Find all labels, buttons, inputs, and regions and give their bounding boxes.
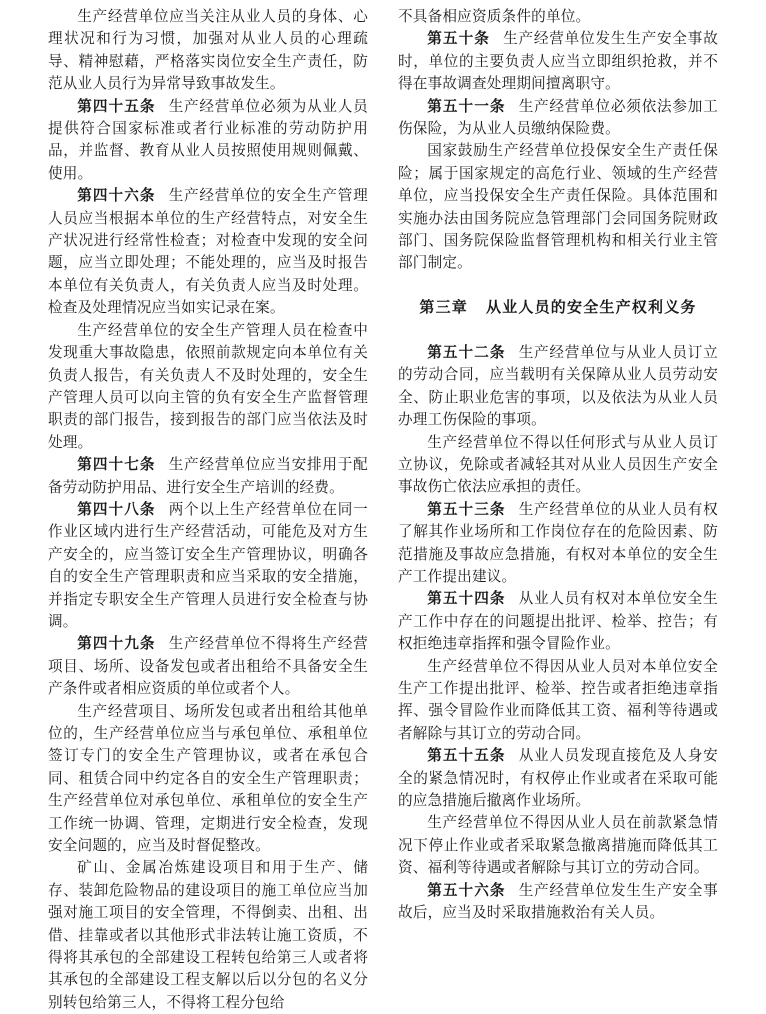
- article-number: 第四十五条: [77, 97, 156, 115]
- chapter-heading: [398, 296, 718, 318]
- article-text: 从业人员发现直接危及人身安全的紧急情况时，有权停止作业或者在采取可能的应急措施后撤离作业场所。: [398, 747, 718, 809]
- article-54: [398, 588, 718, 655]
- article-number: 第五十三条: [427, 500, 506, 518]
- paragraph: 国家鼓励生产经营单位投保安全生产责任保险；属于国家规定的高危行业、领域的生产经营单位，应当投保安全生产责任保险。具体范围和实施办法由国务院应急管理部门会同国务院财政部门、国务院保险监督管理机构和相关行业主管部门制定。: [398, 142, 718, 272]
- article-number: 第四十六条: [77, 187, 156, 205]
- chapter-title: 从业人员的安全生产权利义务: [486, 297, 697, 316]
- chapter-number: 第三章: [419, 297, 468, 316]
- paragraph: 生产经营单位不得以任何形式与从业人员订立协议，免除或者减轻其对从业人员因生产安全事故伤亡依法应承担的责任。: [398, 433, 718, 496]
- paragraph-continuation: 不具备相应资质条件的单位。: [398, 8, 591, 25]
- paragraph: 生产经营单位不得因从业人员对本单位安全生产工作提出批评、检举、控告或者拒绝违章指挥、强令冒险作业而降低其工资、福利等待遇或者解除与其订立的劳动合同。: [398, 657, 718, 742]
- article-text: 从业人员有权对本单位安全生产工作中存在的问题提出批评、检举、控告；有权拒绝违章指挥和强令冒险作业。: [398, 590, 718, 653]
- article-text: 生产经营单位发生生产安全事故后，应当及时采取措施救治有关人员。: [398, 881, 718, 922]
- paragraph: 生产经营单位不得因从业人员在前款紧急情况下停止作业或者采取紧急撤离措施而降低其工资、福利等待遇或者解除与其订立的劳动合同。: [398, 814, 718, 877]
- article-49: [48, 633, 368, 700]
- article-51: [398, 96, 718, 141]
- article-48: [48, 499, 368, 633]
- left-column: [48, 6, 368, 1014]
- article-text: 生产经营单位必须依法参加工伤保险，为从业人员缴纳保险费。: [398, 97, 718, 138]
- paragraph: 矿山、金属冶炼建设项目和用于生产、储存、装卸危险物品的建设项目的施工单位应当加强对施工项目的安全管理，不得倒卖、出租、出借、挂靠或者以其他形式非法转让施工资质，不得将其承包的全部建设工程转包给第三人或者将其承包的全部建设工程支解以后以分包的名义分别转包给第三人，不得将工程分包给: [48, 859, 368, 1011]
- article-55: [398, 745, 718, 812]
- paragraph: 生产经营项目、场所发包或者出租给其他单位的，生产经营单位应当与承包单位、承租单位签订专门的安全生产管理协议，或者在承包合同、租赁合同中约定各自的安全生产管理职责；生产经营单位对承包单位、承租单位的安全生产工作统一协调、管理，定期进行安全检查，发现安全问题的，应当及时督促整改。: [48, 702, 368, 855]
- article-text: 生产经营单位的从业人员有权了解其作业场所和工作岗位存在的危险因素、防范措施及事故应急措施，有权对本单位的安全生产工作提出建议。: [398, 500, 718, 585]
- article-number: 第五十六条: [427, 881, 506, 899]
- article-text: 生产经营单位发生生产安全事故时，单位的主要负责人应当立即组织抢救，并不得在事故调查处理期间擅离职守。: [398, 30, 718, 93]
- article-number: 第四十八条: [77, 500, 156, 518]
- article-text: 生产经营单位与从业人员订立的劳动合同，应当载明有关保障从业人员劳动安全、防止职业危害的事项，以及依法为从业人员办理工伤保险的事项。: [398, 343, 718, 429]
- right-column: [398, 6, 718, 924]
- article-number: 第五十五条: [427, 747, 506, 765]
- article-number: 第五十四条: [427, 590, 506, 608]
- article-number: 第五十二条: [427, 343, 506, 361]
- article-52: [398, 342, 718, 432]
- paragraph: 生产经营单位应当关注从业人员的身体、心理状况和行为习惯，加强对从业人员的心理疏导、精神慰藉，严格落实岗位安全生产责任，防范从业人员行为异常导致事故发生。: [48, 8, 368, 93]
- article-46: [48, 185, 368, 319]
- article-text: 生产经营单位的安全生产管理人员应当根据本单位的生产经营特点，对安全生产状况进行经常性检查；对检查中发现的安全问题，应当立即处理；不能处理的，应当及时报告本单位有关负责人，有关负责人应当及时处理。检查及处理情况应当如实记录在案。: [48, 187, 368, 317]
- article-text: 两个以上生产经营单位在同一作业区域内进行生产经营活动，可能危及对方生产安全的，应当签订安全生产管理协议，明确各自的安全生产管理职责和应当采取的安全措施，并指定专职安全生产管理人员进行安全检查与协调。: [48, 500, 368, 630]
- article-number: 第五十一条: [427, 97, 506, 115]
- article-number: 第五十条: [427, 30, 490, 48]
- article-50: [398, 28, 718, 95]
- paragraph: 生产经营单位的安全生产管理人员在检查中发现重大事故隐患，依照前款规定向本单位有关负责人报告，有关负责人不及时处理的，安全生产管理人员可以向主管的负有安全生产监督管理职责的部门报告，接到报告的部门应当依法及时处理。: [48, 321, 368, 451]
- article-text: 生产经营单位必须为从业人员提供符合国家标准或者行业标准的劳动防护用品，并监督、教育从业人员按照使用规则佩戴、使用。: [48, 97, 368, 182]
- article-53: [398, 499, 718, 589]
- article-number: 第四十七条: [77, 456, 156, 474]
- article-56: [398, 880, 718, 925]
- article-number: 第四十九条: [77, 635, 156, 653]
- article-47: [48, 454, 368, 499]
- article-text: 生产经营单位应当安排用于配备劳动防护用品、进行安全生产培训的经费。: [48, 456, 368, 496]
- article-45: [48, 96, 368, 186]
- article-text: 生产经营单位不得将生产经营项目、场所、设备发包或者出租给不具备安全生产条件或者相应资质的单位或者个人。: [48, 635, 368, 698]
